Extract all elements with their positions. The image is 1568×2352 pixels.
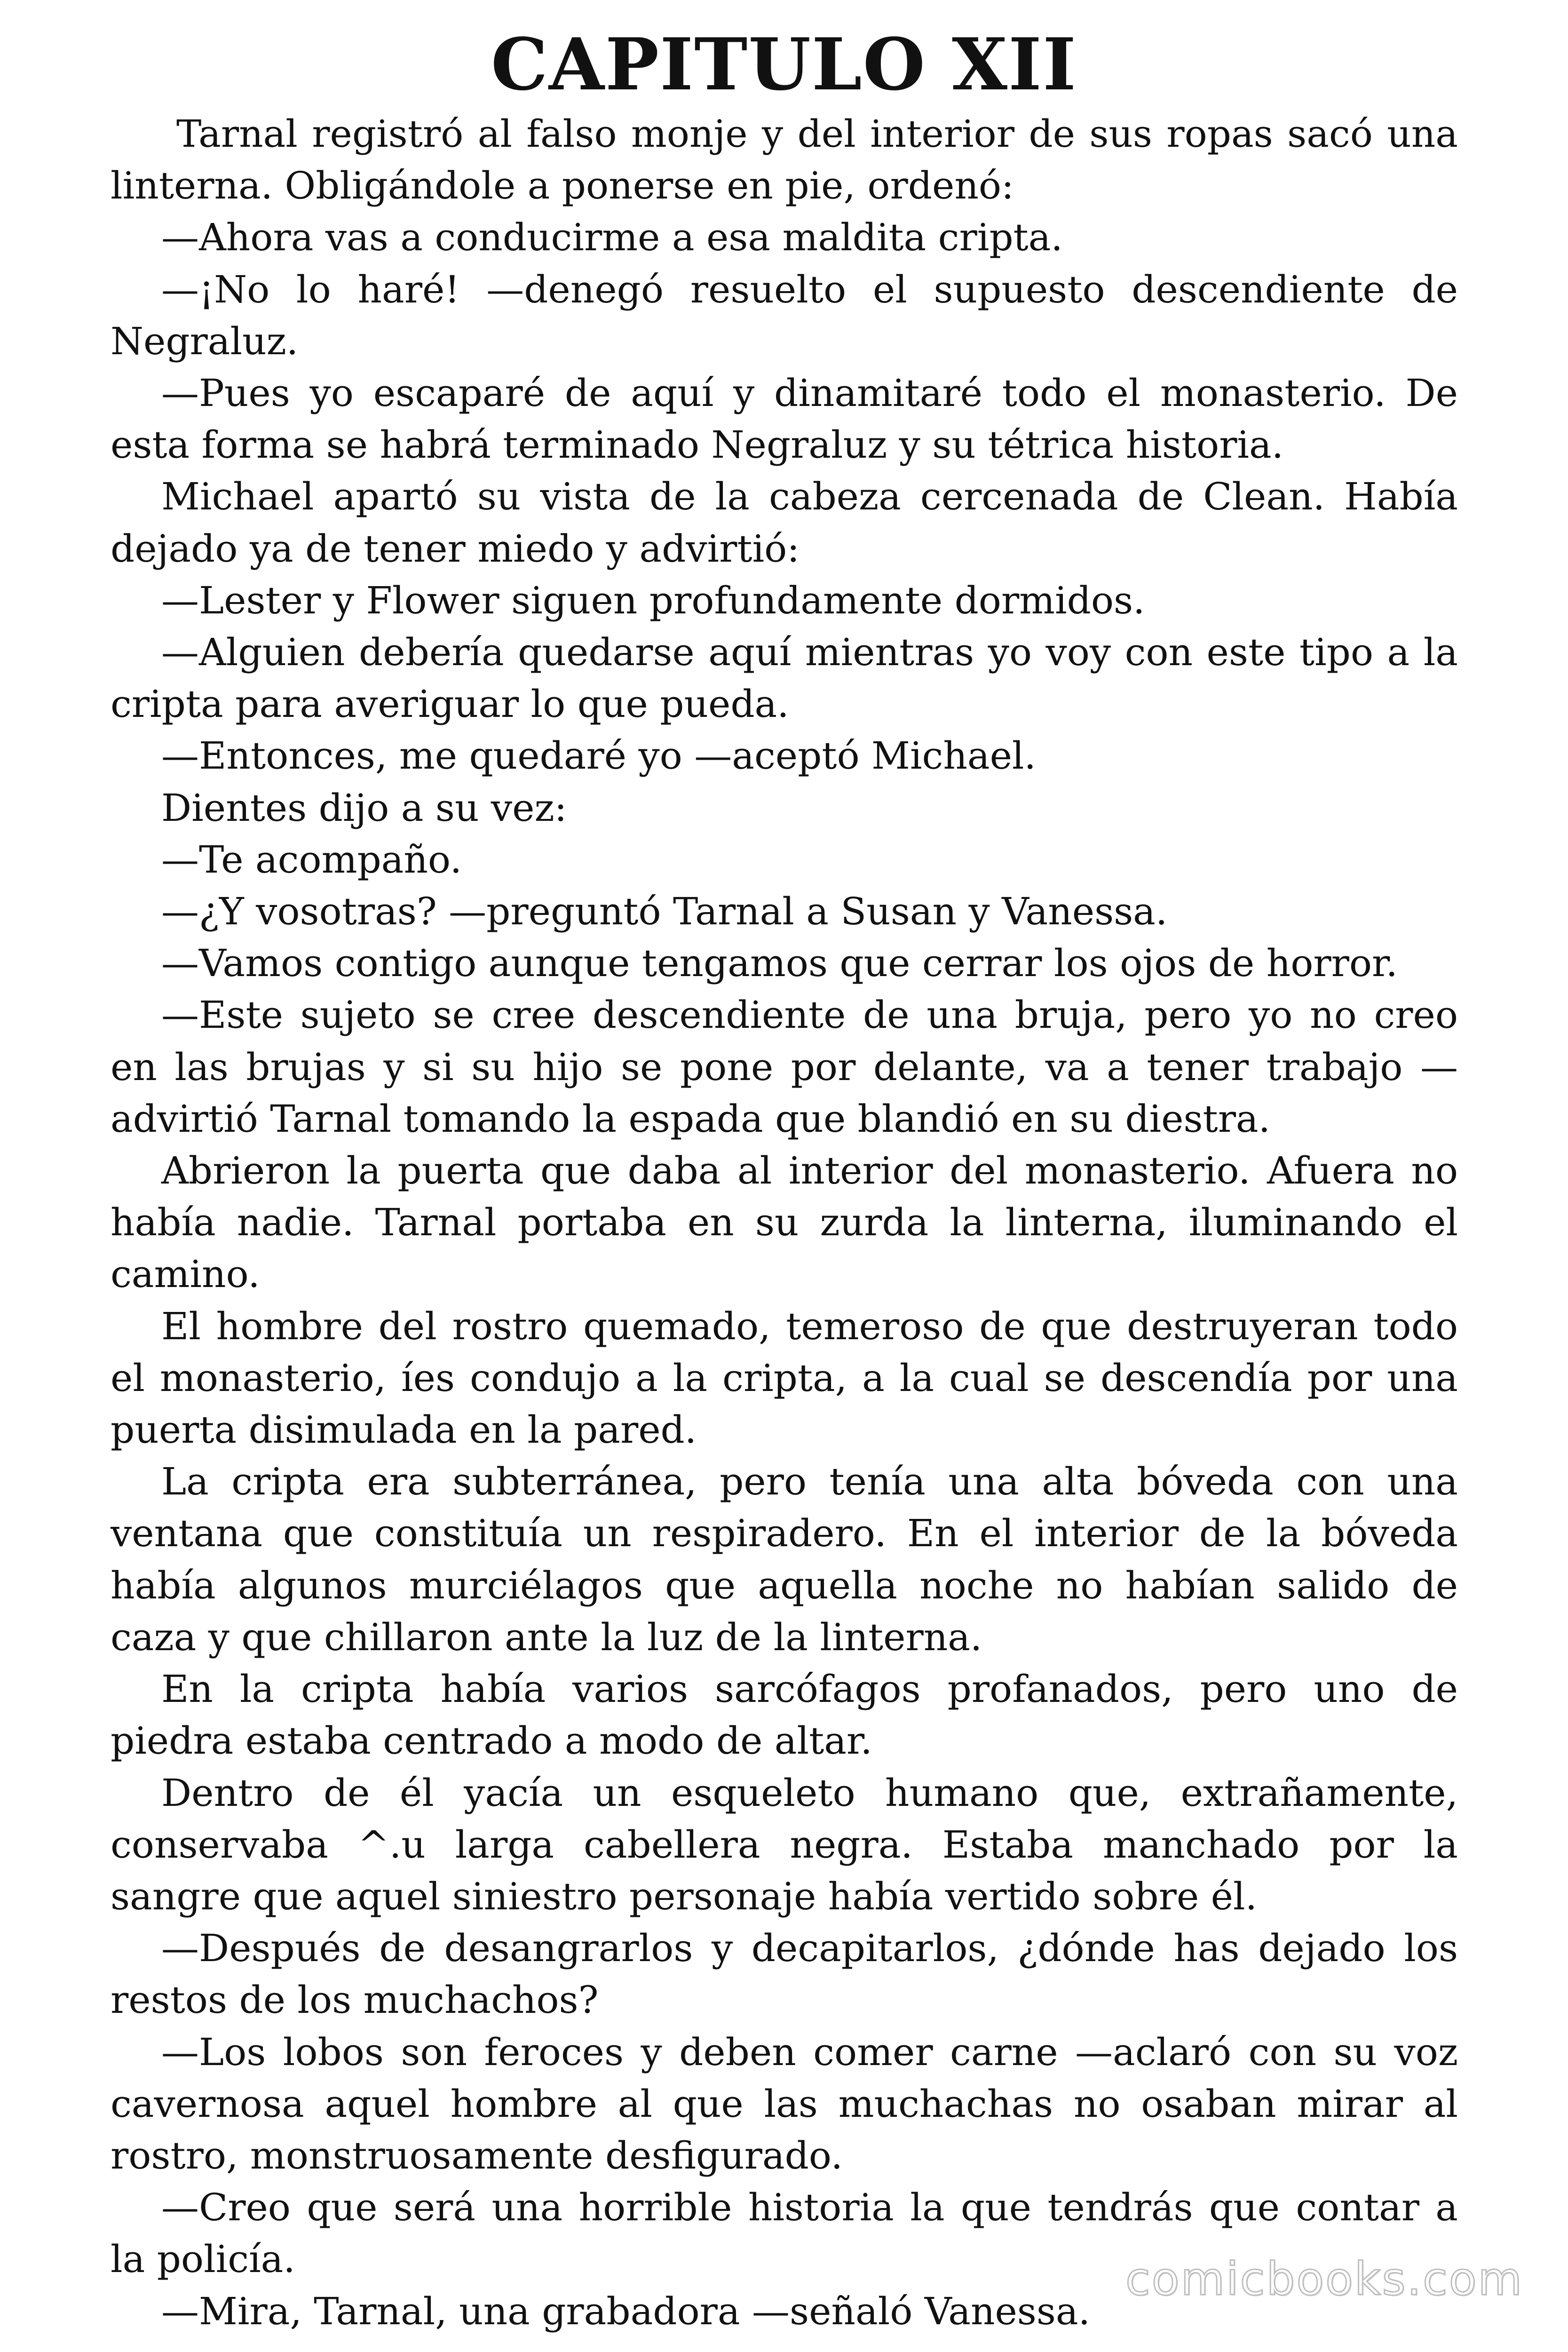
paragraph: En la cripta había varios sarcófagos profanados, pero uno de piedra estaba centrado a modo de altar. [111, 1667, 1458, 1763]
paragraph: —Mira, Tarnal, una grabadora —señaló Vanessa. [161, 2289, 1091, 2333]
paragraph: —Ahora vas a conducirme a esa maldita cripta. [161, 215, 1063, 260]
paragraph: —Alguien debería quedarse aquí mientras yo voy con este tipo a la cripta para averiguar lo que pueda. [111, 630, 1458, 726]
watermark: comicbooks.com [1125, 2253, 1523, 2305]
paragraph: —Lester y Flower siguen profundamente dormidos. [161, 578, 1145, 622]
paragraph: Michael apartó su vista de la cabeza cercenada de Clean. Había dejado ya de tener miedo y advirtió: [111, 475, 1458, 571]
paragraph: —Después de desangrarlos y decapitarlos, ¿dónde has dejado los restos de los muchachos? [111, 1926, 1458, 2022]
chapter-title: CAPITULO XII [491, 22, 1077, 106]
paragraph: Abrieron la puerta que daba al interior del monasterio. Afuera no había nadie. Tarnal portaba en su zurda la linterna, iluminando el camino. [111, 1149, 1458, 1296]
body-text [111, 108, 1458, 2337]
paragraph: La cripta era subterránea, pero tenía una alta bóveda con una ventana que constituía un respiradero. En el interior de la bóveda había algunos murciélagos que aquella noche no habían salido de caza y que chillaron ante la luz de la linterna. [111, 1460, 1458, 1659]
paragraph: Dientes dijo a su vez: [161, 786, 567, 830]
paragraph: —¿Y vosotras? —preguntó Tarnal a Susan y Vanessa. [161, 890, 1168, 934]
paragraph: —Te acompaño. [161, 837, 462, 882]
paragraph: —Este sujeto se cree descendiente de una bruja, pero yo no creo en las brujas y si su hijo se pone por delante, va a tener trabajo — advirtió Tarnal tomando la espada que blandió en su diestra. [111, 993, 1458, 1141]
paragraph: —Entonces, me quedaré yo —aceptó Michael. [161, 734, 1036, 778]
paragraph: Dentro de él yacía un esqueleto humano que, extrañamente, conservaba ^.u larga cabellera negra. Estaba manchado por la sangre que aquel siniestro personaje había vertido sobre él. [111, 1771, 1458, 1918]
paragraph: Tarnal registró al falso monje y del interior de sus ropas sacó una linterna. Obligándole a ponerse en pie, ordenó: [111, 112, 1458, 208]
paragraph: —¡No lo haré! —denegó resuelto el supuesto descendiente de Negraluz. [111, 267, 1458, 363]
paragraph: —Creo que será una horrible historia la que tendrás que contar a la policía. [111, 2185, 1458, 2281]
paragraph: —Pues yo escaparé de aquí y dinamitaré todo el monasterio. De esta forma se habrá terminado Negraluz y su tétrica historia. [111, 371, 1458, 467]
paragraph: —Vamos contigo aunque tengamos que cerrar los ojos de horror. [161, 941, 1398, 985]
paragraph: —Los lobos son feroces y deben comer carne —aclaró con su voz cavernosa aquel hombre al que las muchachas no osaban mirar al rostro, monstruosamente desfigurado. [111, 2030, 1458, 2177]
paragraph: El hombre del rostro quemado, temeroso de que destruyeran todo el monasterio, íes condujo a la cripta, a la cual se descendía por una puerta disimulada en la pared. [111, 1304, 1458, 1452]
